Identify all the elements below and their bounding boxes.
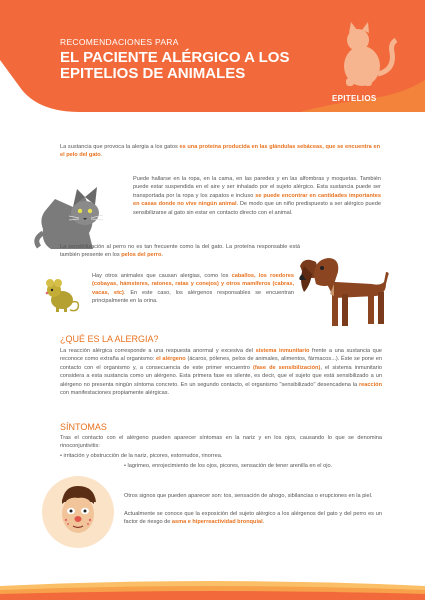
dog-text-1: La sensibilización al perro no es tan frecuente como la del gato. La proteína responsable está también presente en los xyxy=(60,244,300,259)
symptom-bullet-eyes: • lagrimeo, enrojecimiento de los ojos, picores, sensación de tener arenilla en el ojo. xyxy=(124,463,333,469)
symptoms-intro: Tras el contacto con el alérgeno pueden aparecer síntomas en la nariz y en los ojos, causando lo que se denomina rinoconjuntivitis: xyxy=(60,435,382,450)
cat-text-1: Puede hallarse en la ropa, en la cama, en las paredes y en las alfombras y moquetas. También puede estar suspendida en el aire y ser inhalado por el sujeto alérgico. Esta sustancia puede ser transportada por la ropa y los zapatos e incluso xyxy=(133,176,381,199)
page-title xyxy=(60,50,300,82)
cat-highlight: se puede encontrar en cantidades importantes en casas donde no vive ningún animal xyxy=(133,192,382,208)
others-highlight: caballos, los roedores (cobayas, hámsteres, ratones, ratas y conejos) y otros mamíferos (cabras, vacas, etc) xyxy=(92,273,294,296)
symptom-bullet-nose: • irritación y obstrucción de la nariz, picores, estornudos, rinorrea. xyxy=(60,453,223,459)
intro-text-2: . xyxy=(100,152,103,159)
allergy-highlight-sensitization: (fase de sensibilización) xyxy=(252,364,321,371)
section-tag: EPITELIOS xyxy=(332,94,377,103)
page-title-line-2: EPITELIOS DE ANIMALES xyxy=(60,65,246,82)
dog-text-2: . xyxy=(161,252,163,259)
page-title-line-1: EL PACIENTE ALÉRGICO A LOS xyxy=(60,49,290,66)
allergy-paragraph xyxy=(60,347,382,397)
intro-paragraph xyxy=(60,143,380,160)
allergy-text-2: frente a una sustancia que reconoce como extraña al organismo: xyxy=(60,348,383,363)
symptoms-heading: SÍNTOMAS xyxy=(60,422,107,432)
allergy-heading: ¿QUÉ ES LA ALERGIA? xyxy=(60,334,159,344)
allergy-highlight-reaction: reacción xyxy=(358,381,382,388)
brown-dog-illustration-icon xyxy=(294,236,394,336)
intro-text-1: La sustancia que provoca la alergia a los gatos xyxy=(60,144,180,150)
allergy-text-4: , el sistema inmunitario considera a esta sustancia como un alérgeno. Esta primera fase es silente, es decir, que el sujeto que está sensibilizado a un alérgeno no presenta ningún síntoma concreto. En un segundo contacto, el organismo "sensibilizado" desencadena la xyxy=(60,364,382,388)
header-kicker: RECOMENDACIONES PARA xyxy=(60,37,179,47)
cat-paragraph xyxy=(133,175,381,217)
header-banner xyxy=(0,0,425,112)
dog-highlight: pelos del perro xyxy=(121,252,162,259)
allergy-text-5: con manifestaciones propiamente alérgicas. xyxy=(60,390,170,397)
allergy-text-3: (ácaros, pólenes, pelos de animales, alimentos, fármacos...). Éste se pone en contacto con el organismo y, a consecuencia de este primer encuentro xyxy=(60,356,382,371)
dog-paragraph xyxy=(60,243,300,260)
risk-text-1: Actualmente se conoce que la exposición del sujeto alérgico a los alérgenos del gato y del perro es un factor de riesgo de xyxy=(124,511,382,526)
allergy-highlight-immune-system: sistema inmunitario xyxy=(255,348,310,354)
others-text-2: . En este caso, los alérgenos responsables se encuentran principalmente en la orina. xyxy=(92,289,294,305)
intro-highlight: es una proteína producida en las glándulas sebáceas, que se encuentra en el pelo del gato xyxy=(60,144,380,159)
bottom-decorative-band xyxy=(0,578,425,600)
mouse-illustration-icon xyxy=(42,278,82,314)
cat-text-2: . De modo que un niño predispuesto a ser alérgico puede sensibilizarse al gato sin estar en contacto directo con el animal. xyxy=(133,201,381,216)
risk-text-2: . xyxy=(262,519,265,526)
risk-paragraph xyxy=(124,510,382,527)
other-signs-paragraph: Otros signos que pueden aparecer son: tos, sensación de ahogo, sibilancias o erupciones en la piel. xyxy=(124,493,373,499)
allergy-highlight-allergen: el alérgeno xyxy=(156,356,186,363)
other-animals-paragraph xyxy=(92,272,294,306)
allergy-text-1: La reacción alérgica corresponde a una respuesta anormal y excesiva del xyxy=(60,348,256,354)
risk-highlight-asthma: asma e hiperreactividad bronquial xyxy=(171,519,263,526)
sneezing-boy-illustration-icon xyxy=(40,474,116,550)
others-text-1: Hay otros animales que causan alergias, como los xyxy=(92,273,232,279)
